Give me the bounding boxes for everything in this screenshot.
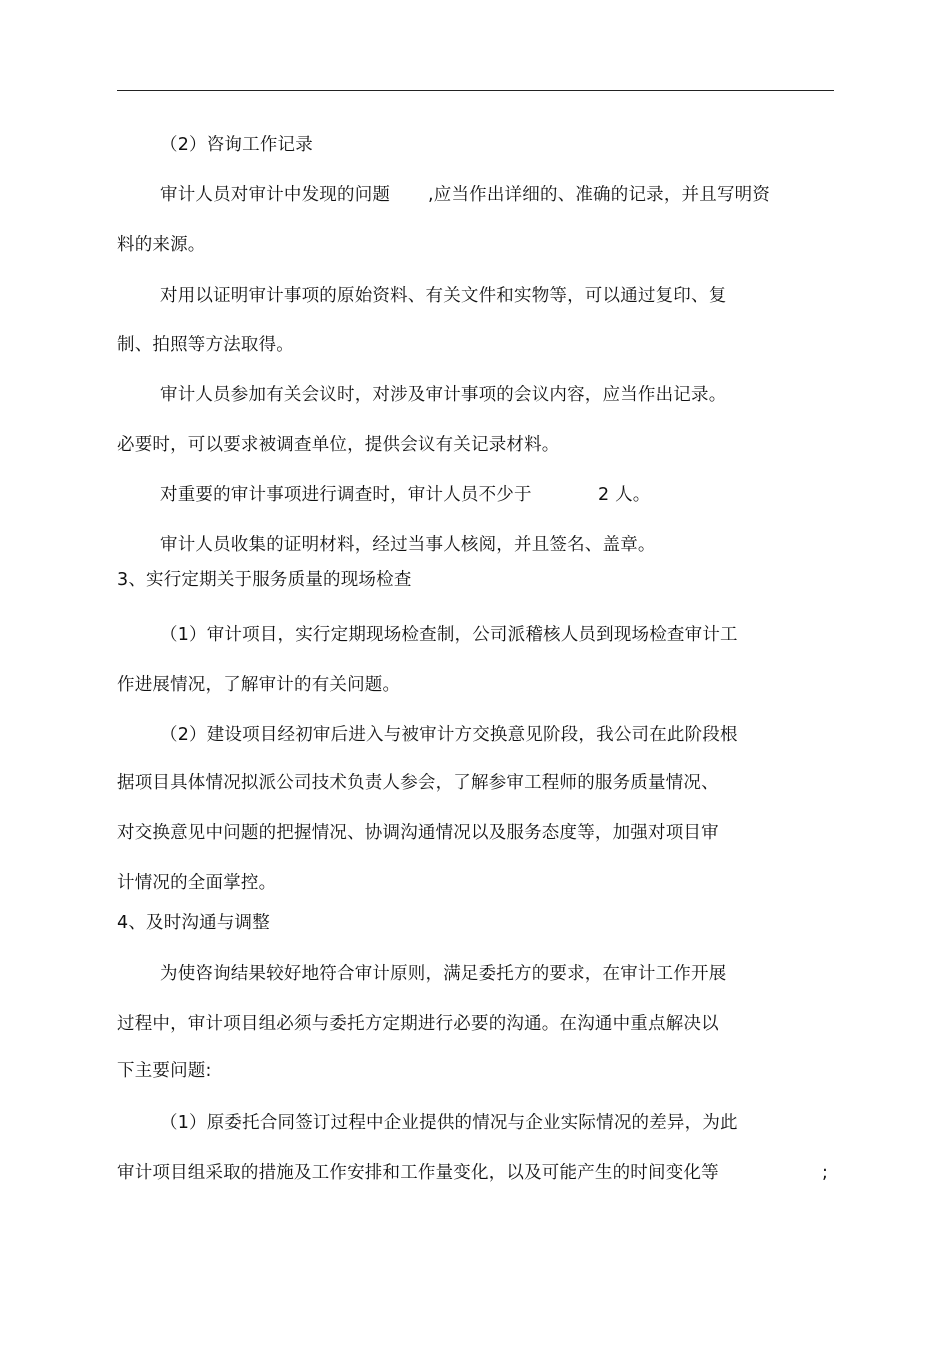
section-heading-3: 3、实行定期关于服务质量的现场检查 xyxy=(117,570,412,590)
paragraph-line: 审计项目组采取的措施及工作安排和工作量变化，以及可能产生的时间变化等 xyxy=(117,1163,719,1183)
section-heading-4: 4、及时沟通与调整 xyxy=(117,913,270,933)
paragraph-line: 对交换意见中问题的把握情况、协调沟通情况以及服务态度等，加强对项目审 xyxy=(117,823,719,843)
paragraph-line: 为使咨询结果较好地符合审计原则，满足委托方的要求，在审计工作开展 xyxy=(160,964,727,984)
paragraph-line: 过程中，审计项目组必须与委托方定期进行必要的沟通。在沟通中重点解决以 xyxy=(117,1014,719,1034)
paragraph-line: 对用以证明审计事项的原始资料、有关文件和实物等，可以通过复印、复 xyxy=(160,286,727,306)
subheading-consulting-record: （2）咨询工作记录 xyxy=(160,135,313,155)
paragraph-line: 作进展情况，了解审计的有关问题。 xyxy=(117,675,401,695)
paragraph-line: 制、拍照等方法取得。 xyxy=(117,335,294,355)
paragraph-line: （1）审计项目，实行定期现场检查制，公司派稽核人员到现场检查审计工 xyxy=(160,625,738,645)
paragraph-line: ,应当作出详细的、准确的记录，并且写明资 xyxy=(428,185,771,205)
paragraph-line: 据项目具体情况拟派公司技术负责人参会，了解参审工程师的服务质量情况、 xyxy=(117,773,719,793)
paragraph-line: 必要时，可以要求被调查单位，提供会议有关记录材料。 xyxy=(117,435,560,455)
paragraph-line: 2 人。 xyxy=(598,485,651,505)
paragraph-line: 下主要问题: xyxy=(117,1061,212,1081)
paragraph-line: 审计人员参加有关会议时，对涉及审计事项的会议内容，应当作出记录。 xyxy=(160,385,727,405)
paragraph-line: 计情况的全面掌控。 xyxy=(117,873,277,893)
trailing-semicolon: ; xyxy=(822,1163,828,1183)
paragraph-line: （1）原委托合同签订过程中企业提供的情况与企业实际情况的差异，为此 xyxy=(160,1113,738,1133)
header-rule xyxy=(117,90,834,91)
paragraph-line: 审计人员收集的证明材料，经过当事人核阅，并且签名、盖章。 xyxy=(160,535,656,555)
paragraph-line: 审计人员对审计中发现的问题 xyxy=(160,185,391,205)
paragraph-line: 对重要的审计事项进行调查时，审计人员不少于 xyxy=(160,485,532,505)
paragraph-line: 料的来源。 xyxy=(117,235,206,255)
paragraph-line: （2）建设项目经初审后进入与被审计方交换意见阶段，我公司在此阶段根 xyxy=(160,725,738,745)
